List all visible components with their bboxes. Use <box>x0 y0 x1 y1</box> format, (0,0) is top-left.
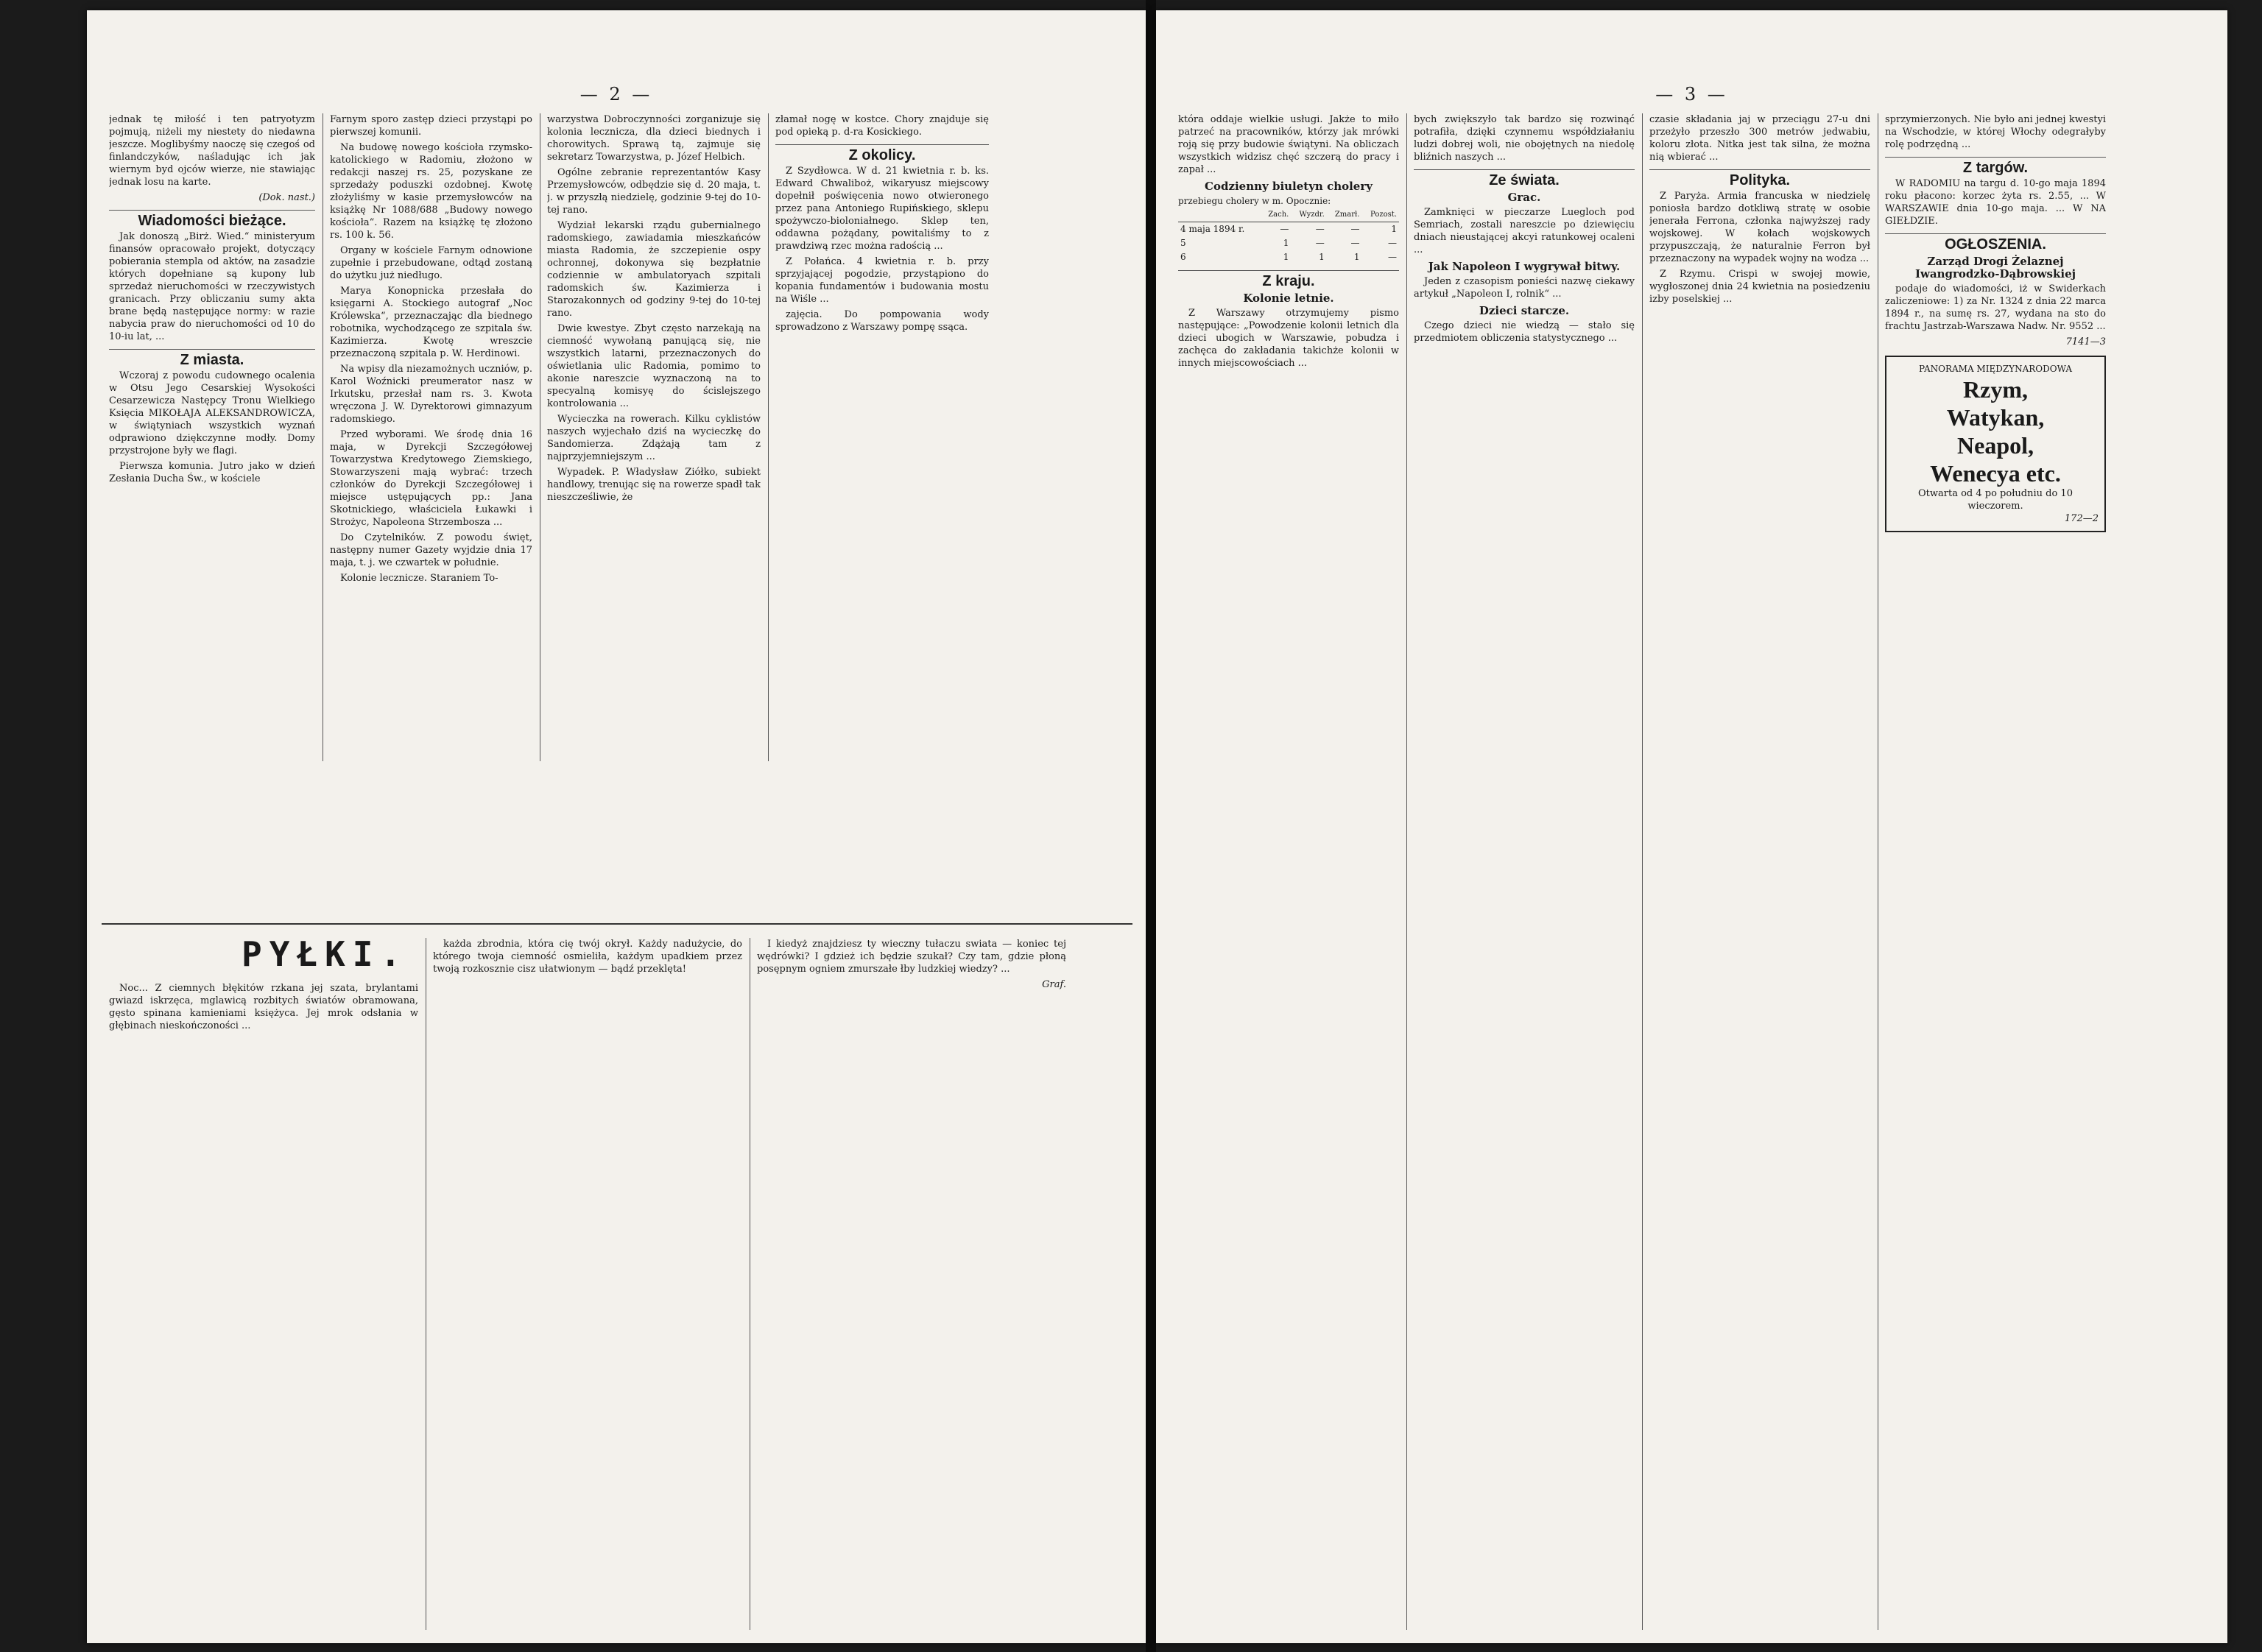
table-cell: 4 maja 1894 r. <box>1180 224 1245 234</box>
table-cell: — <box>1350 224 1360 234</box>
subheading: Grac. <box>1507 191 1541 204</box>
paragraph: Wczoraj z powodu cudownego ocalenia w Otsu Jego Cesarskiej Wysokości Cesarzewicza Następcy Tronu Wielkiego Księcia MIKOŁAJA ALEKSANDROWICZA, w świątyniach wszystkich wyznań odprawiono dziękczynne modły. Domy przystrojone były we flagi. <box>109 370 315 456</box>
ad-city: Rzym, <box>1963 376 2028 403</box>
paragraph: Noc... Z ciemnych błękitów rzkana jej szata, brylantami gwiazd iskrzęca, mglawicą rozbitych światów obramowana, gęsto spinana kamieniami księżyca. Jej mrok odsłania w głębinach nieskończoności ... <box>109 983 418 1031</box>
paragraph: Wypadek. P. Władysław Ziółko, subiekt handlowy, trenując się na rowerze spadł tak nieszcześliwie, że <box>547 467 761 503</box>
section-heading: OGŁOSZENIA. <box>1885 233 2106 251</box>
feuilleton-column-2 <box>433 938 742 1630</box>
paragraph: warzystwa Dobroczynności zorganizuje się kolonia lecznicza, dla dzieci biednych i chorowitych. Sprawą tą, zajmuje się sekretarz Towarzystwa, p. Józef Helbich. <box>547 114 761 163</box>
paragraph: Pierwsza komunia. Jutro jako w dzień Zesłania Ducha Św., w kościele <box>109 461 315 484</box>
paragraph: Wycieczka na rowerach. Kilku cyklistów naszych wyjechało dziś na wycieczkę do Sandomierza. Zdążają tam z najprzyjemniejszym ... <box>547 414 761 462</box>
right-page <box>1156 10 2227 1643</box>
paragraph: czasie składania jaj w przeciągu 27-u dni przeżyło przeszło 300 metrów jedwabiu, koloru złota. Nitka jest tak silna, że można nią wbierać ... <box>1649 114 1870 163</box>
table-header-cell: Pozost. <box>1361 208 1399 222</box>
paragraph: Na budowę nowego kościoła rzymsko-katolickiego w Radomiu, złożono w redakcji naszej rs. 25, pozyskane ze sprzedaży poduszki ozdobnej. Kwotę złożyliśmy w kasie przemysłowców na książkę Nr 1088/688 „Budowy nowego kościoła“. Razem na książkę tę złożono rs. 100 k. 56. <box>330 142 532 241</box>
column-4 <box>775 113 989 761</box>
feuilleton-column-3 <box>757 938 1066 1630</box>
column-3 <box>547 113 761 761</box>
paragraph: sprzymierzonych. Nie było ani jednej kwestyi na Wschodzie, w której Włochy odegrałyby rolę podrzędną ... <box>1885 114 2106 150</box>
table-row <box>1178 236 1399 250</box>
continuation-note: (Dok. nast.) <box>258 192 315 203</box>
paragraph: I kiedyż znajdziesz ty wieczny tułaczu swiata — koniec tej wędrówki? I gdzież ich będzie szukał? Czy tam, gdzie płoną posępnym ogniem zmurszałe łby ludzkiej wiedzy? ... <box>757 939 1066 975</box>
feuilleton-title: PYŁKI. <box>242 934 409 974</box>
ad-reference: 172—2 <box>2064 513 2099 524</box>
table-header-cell <box>1178 208 1261 222</box>
section-heading: Z targów. <box>1885 157 2106 174</box>
ad-title: PANORAMA MIĘDZYNARODOWA <box>1918 364 2072 374</box>
author-signature: Graf. <box>1042 979 1066 990</box>
paragraph: Do Czytelników. Z powodu święt, następny numer Gazety wyjdzie dnia 17 maja, t. j. we czwartek w południe. <box>330 532 532 568</box>
section-heading: Ze świata. <box>1414 169 1635 187</box>
paragraph: Farnym sporo zastęp dzieci przystąpi po pierwszej komunii. <box>330 114 532 138</box>
subheading: Dzieci starcze. <box>1479 304 1570 317</box>
column-divider <box>1642 113 1643 1630</box>
table-cell: 1 <box>1319 252 1325 262</box>
table-cell: — <box>1388 252 1397 262</box>
paragraph: Z Rzymu. Crispi w swojej mowie, wygłoszonej dnia 24 kwietnia na posiedzeniu izby poselskiej ... <box>1649 269 1870 305</box>
paragraph: Ogólne zebranie reprezentantów Kasy Przemysłowców, odbędzie się d. 20 maja, t. j. w przyszłą niedzielę, godzinie 9-tej do 10-tej rano. <box>547 167 761 216</box>
table-cell: 1 <box>1283 238 1289 248</box>
paragraph: W RADOMIU na targu d. 10-go maja 1894 roku płacono: korzec żyta rs. 2.55, ... W WARSZAWIE dnia 10-go maja. ... W NA GIEŁDZIE. <box>1885 178 2106 227</box>
paragraph: Z Paryża. Armia francuska w niedzielę poniosła bardzo dotkliwą stratę w osobie jenerała Ferrona, członka najwyższej rady wojskowej. W kołach wojskowych przypuszczają, że naturalnie Ferron był przeznaczony na wypadek wojny na wodza ... <box>1649 191 1870 264</box>
cholera-table <box>1178 208 1399 264</box>
paragraph: zajęcia. Do pompowania wody sprowadzono z Warszawy pompę ssąca. <box>775 309 989 333</box>
table-row <box>1178 222 1399 237</box>
paragraph: złamał nogę w kostce. Chory znajduje się pod opieką p. d-ra Kosickiego. <box>775 114 989 138</box>
column-3 <box>1649 113 1870 1630</box>
column-2 <box>1414 113 1635 1630</box>
paragraph: Jeden z czasopism ponieści nazwę ciekawy artykuł „Napoleon I, rolnik“ ... <box>1414 276 1635 300</box>
column-1 <box>1178 113 1399 1630</box>
paragraph: Marya Konopnicka przesłała do księgarni A. Stockiego autograf „Noc Królewska“, przeznaczając dla biednego robotnika, wychodzącego ze szpitala św. Kazimierza. Kwotę wreszcie przeznaczoną szpitala p. W. Herdinowi. <box>330 286 532 359</box>
table-row <box>1178 250 1399 264</box>
paragraph: podaje do wiadomości, iż w Swiderkach zaliczeniowe: 1) za Nr. 1324 z dnia 22 marca 1894 r., na sumę rs. 27, wydana na sto do frachtu Jastrzab-Warszawa Nadw. Nr. 9552 ... <box>1885 283 2106 332</box>
paragraph: Przed wyborami. We środę dnia 16 maja, w Dyrekcji Szczegółowej Towarzystwa Kredytowego Ziemskiego, Stowarzyszeni mają wybrać: trzech członków do Dyrekcji Szczegółowej i miejsce ustępujących pp.: Jana Skotnickiego, właściciela Łukawki i Strożyc, Napoleona Strzembosza ... <box>330 429 532 528</box>
paragraph: bych zwiększyło tak bardzo się rozwinąć potrafiła, dzięki czynnemu współdziałaniu ludzi dobrej woli, nie obojętnych na niedolę bliźnich naszych ... <box>1414 114 1635 163</box>
paragraph: Czego dzieci nie wiedzą — stało się przedmiotem obliczenia statystycznego ... <box>1414 320 1635 344</box>
column-1 <box>109 113 315 761</box>
ad-hours: Otwarta od 4 po południu do 10 wieczorem. <box>1918 488 2073 512</box>
paragraph: Wydział lekarski rządu gubernialnego radomskiego, zawiadamia mieszkańców miasta Radomia, że szczepienie ospy ochronnej, dokonywa się bezpłatnie codziennie w ambulatoryach szpitali radomskich św. Kazimierza i Starozakonnych od godziny 9-tej do 10-tej rano. <box>547 220 761 319</box>
table-cell: — <box>1350 238 1360 248</box>
paragraph: Na wpisy dla niezamożnych uczniów, p. Karol Woźnicki preumerator nasz w Irkutsku, przesłał nam rs. 3. Kwota wręczona J. W. Dyrektorowi gimnazyum radomskiego. <box>330 364 532 425</box>
subheading: Kolonie letnie. <box>1243 292 1334 305</box>
table-header-cell: Zach. <box>1261 208 1291 222</box>
table-cell: — <box>1315 224 1325 234</box>
horizontal-rule <box>102 923 1132 925</box>
paragraph: Z Warszawy otrzymujemy pismo następujące: „Powodzenie kolonii letnich dla dzieci ubogich w Warszawie, pobudza i zachęca do zakładania takichże kolonii w innych miejscowościach ... <box>1178 308 1399 369</box>
page-number: — 3 — <box>1655 84 1728 105</box>
table-cell: 1 <box>1283 252 1289 262</box>
column-divider <box>768 113 769 761</box>
table-cell: — <box>1388 238 1397 248</box>
feuilleton-column-1 <box>109 982 418 1630</box>
paragraph: która oddaje wielkie usługi. Jakże to miło patrzeć na pracowników, którzy jak mrówki roją się przy budowie świątyni. Na obliczach wszystkich widzisz chęć szczerą do pracy i zapał ... <box>1178 114 1399 175</box>
section-heading: Polityka. <box>1649 169 1870 187</box>
section-heading: Wiadomości bieżące. <box>109 210 315 227</box>
paragraph: jednak tę miłość i ten patryotyzm pojmują, niżeli my niestety do niedawna jeszcze. Moglibyśmy naoczę się czegoś od finlandczyków, naśladując ich jak wiernym byd ojców wierze, nie stawiając jednak losu na karte. <box>109 114 315 188</box>
table-cell: 1 <box>1391 224 1397 234</box>
subheading: Jak Napoleon I wygrywał bitwy. <box>1428 260 1621 273</box>
subheading: Zarząd Drogi Żelaznej Iwangrodzko-Dąbrowskiej <box>1914 255 2076 280</box>
table-subcaption: przebiegu cholery w m. Opocznie: <box>1178 196 1331 206</box>
paragraph: Zamknięci w pieczarze Luegloch pod Semriach, zostali nareszcie po dziewięciu dniach nieustającej akcyi ratunkowej ocaleni ... <box>1414 207 1635 255</box>
ad-city: Watykan, <box>1946 404 2045 431</box>
table-cell: — <box>1315 238 1325 248</box>
section-heading: Z okolicy. <box>775 144 989 162</box>
column-4 <box>1885 113 2106 1630</box>
paragraph: Z Połańca. 4 kwietnia r. b. przy sprzyjającej pogodzie, przystąpiono do kopania fundamentów i budowania mostu na Wiśle ... <box>775 256 989 305</box>
table-cell: 6 <box>1180 252 1186 262</box>
paragraph: Dwie kwestye. Zbyt często narzekają na ciemność wywołaną panującą się, nie wszystkich latarni, przeznaczonych do oświetlania ulic Radomia, pomimo to akonie nareszcie wyznaczoną na to specyalną komisyę do ścislejszego kontrolowania ... <box>547 323 761 409</box>
section-heading: Z kraju. <box>1178 270 1399 288</box>
paragraph: Organy w kościele Farnym odnowione zupełnie i przebudowane, odtąd zostaną do użytku już niedługo. <box>330 245 532 281</box>
page-number: — 2 — <box>579 84 653 105</box>
section-heading: Z miasta. <box>109 349 315 367</box>
table-cell: 1 <box>1353 252 1360 262</box>
table-header-row <box>1178 208 1399 222</box>
book-binding <box>1146 0 1156 1652</box>
table-cell: 5 <box>1180 238 1186 248</box>
column-divider <box>1406 113 1407 1630</box>
left-page <box>87 10 1146 1643</box>
panorama-advertisement <box>1885 356 2106 532</box>
ad-reference: 7141—3 <box>2065 336 2106 347</box>
paragraph: Z Szydłowca. W d. 21 kwietnia r. b. ks. Edward Chwaliboż, wikaryusz miejscowy dopełnił poświęcenia nowo otwieronego przez pana Antoniego Rupińskiego, sklepu spożywczo-bioloniałnego. Sklep ten, oddawna pożądany, powitaliśmy to z prawdziwą rzec można radością ... <box>775 166 989 252</box>
table-header-cell: Wyzdr. <box>1291 208 1326 222</box>
paragraph: każda zbrodnia, która cię twój okrył. Każdy nadużycie, do którego twoja ciemność osmieliła, każdym upadkiem przez twoją rozkosznie cisz ułatwionym — bądź przeklęta! <box>433 939 742 975</box>
table-caption: Codzienny biuletyn cholery <box>1205 180 1373 193</box>
column-2 <box>330 113 532 761</box>
paragraph: Jak donoszą „Birż. Wied.“ ministeryum finansów opracowało projekt, dotyczący pobierania stempla od aktów, na zasadzie których dopełniane są kupony lub sprzedaż nieruchomości w rzeczywistych granicach. Przy obliczaniu sumy akta brane będą następujące normy: w razie nabycia praw do nieruchomości od 10 do 10-iu lat, ... <box>109 231 315 342</box>
table-cell: — <box>1280 224 1289 234</box>
paragraph: Kolonie lecznicze. Staraniem To- <box>340 573 498 584</box>
ad-city: Wenecya etc. <box>1930 460 2061 487</box>
ad-city: Neapol, <box>1957 432 2034 459</box>
table-header-cell: Zmarł. <box>1327 208 1362 222</box>
